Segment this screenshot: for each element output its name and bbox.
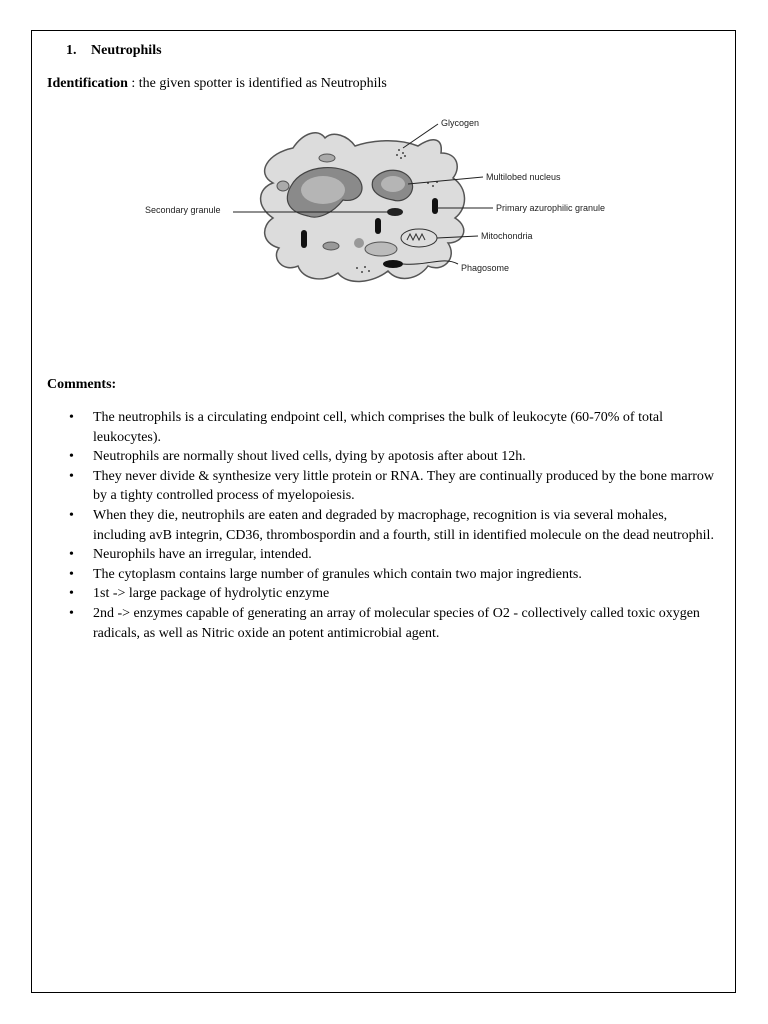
heading-number: 1. [66, 43, 77, 58]
identification-line [47, 76, 387, 92]
dark-granule-3 [432, 198, 438, 214]
label-primary-granule: Primary azurophilic granule [496, 203, 606, 213]
list-item: • Neutrophils are normally shout lived cells, dying by apotosis after about 12h. [68, 447, 718, 467]
list-item: • The neutrophils is a circulating endpoint cell, which comprises the bulk of leukocyte (60-70% of total leukocytes). [68, 408, 718, 447]
granule-light-3 [277, 181, 289, 191]
neutrophil-diagram-svg [143, 108, 625, 318]
granule-light-4 [354, 238, 364, 248]
granule-light-1 [319, 154, 335, 162]
list-item: • When they die, neutrophils are eaten and degraded by macrophage, recognition is via several mohales, including avB integrin, CD36, thrombospordin and a fourth, still in identified molecule on the dead neutrophil. [68, 506, 718, 545]
comments-list [68, 408, 718, 643]
section-heading [66, 43, 162, 59]
label-nucleus: Multilobed nucleus [486, 172, 561, 182]
label-mitochondria: Mitochondria [481, 231, 533, 241]
heading-title: Neutrophils [91, 43, 162, 58]
vacuole [365, 242, 397, 256]
nucleus-chromatin-2 [381, 176, 405, 192]
label-phagosome: Phagosome [461, 263, 510, 273]
list-item: • 1st -> large package of hydrolytic enzyme [68, 584, 718, 604]
label-glycogen: Glycogen [441, 118, 480, 128]
nucleus-chromatin-1 [301, 176, 345, 204]
primary-granule [387, 208, 403, 216]
comments-heading: Comments: [47, 377, 117, 392]
label-secondary-granule: Secondary granule [145, 205, 221, 215]
dark-granule-1 [301, 230, 307, 248]
list-item: • 2nd -> enzymes capable of generating an array of molecular species of O2 - collectively called toxic oxygen radicals, as well as Nitric oxide an potent antimicrobial agent. [68, 604, 718, 643]
list-item: • They never divide & synthesize very little protein or RNA. They are continually produced by the bone marrow by a tighty controlled process of myelopoiesis. [68, 467, 718, 506]
granule-light-2 [323, 242, 339, 250]
phagosome [383, 260, 403, 268]
identification-text: : the given spotter is identified as Neutrophils [127, 76, 387, 91]
mitochondrion [401, 229, 437, 247]
neutrophil-diagram [143, 108, 625, 318]
list-item: • The cytoplasm contains large number of granules which contain two major ingredients. [68, 565, 718, 585]
list-item: • Neurophils have an irregular, intended. [68, 545, 718, 565]
dark-granule-2 [375, 218, 381, 234]
identification-label: Identification [47, 76, 128, 91]
